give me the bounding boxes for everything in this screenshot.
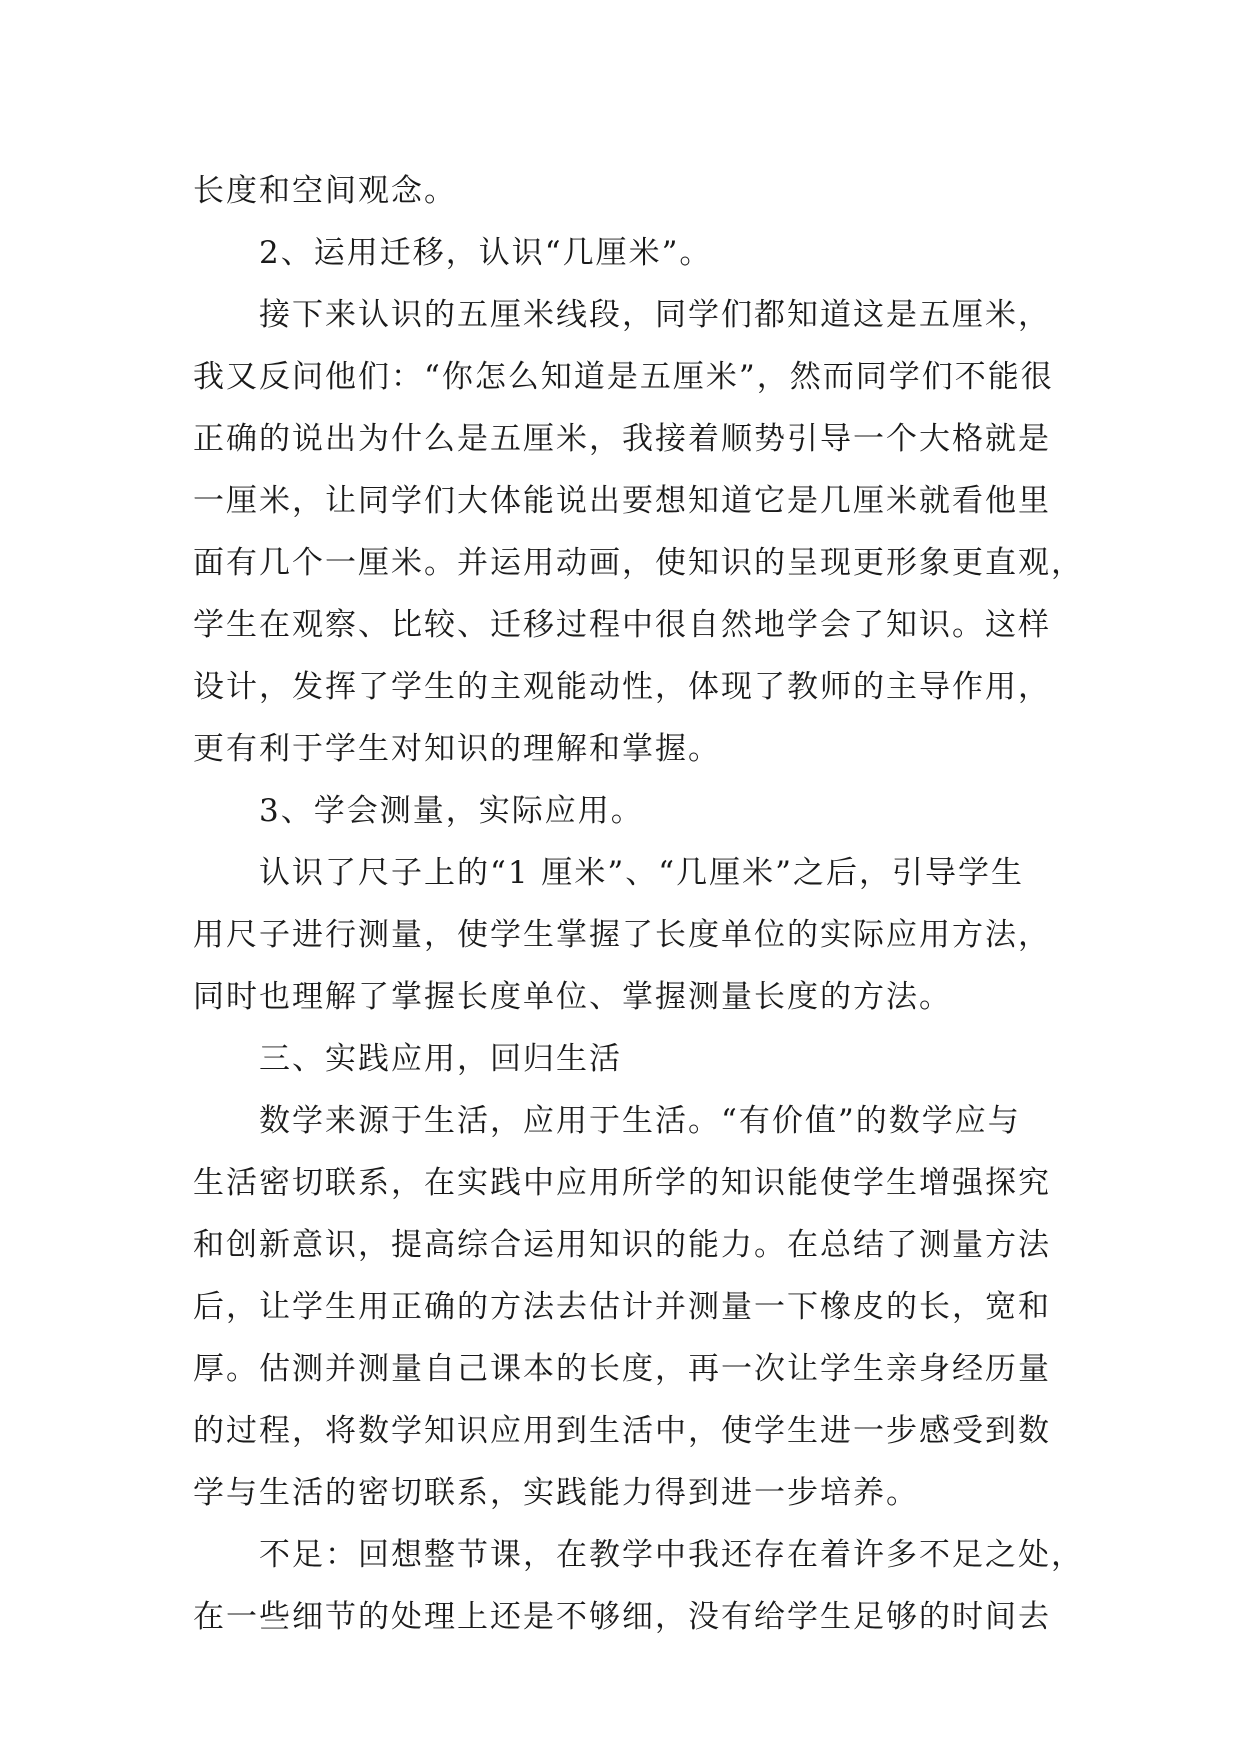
text-line: 和创新意识，提高综合运用知识的能力。在总结了测量方法 xyxy=(193,1227,1051,1263)
text-line: 更有利于学生对知识的理解和掌握。 xyxy=(193,731,721,767)
text-line: 面有几个一厘米。并运用动画，使知识的呈现更形象更直观， xyxy=(193,545,1084,581)
paragraph-first-line: 数学来源于生活，应用于生活。“有价值”的数学应与 xyxy=(259,1103,1021,1139)
text-line: 用尺子进行测量，使学生掌握了长度单位的实际应用方法， xyxy=(193,917,1051,953)
text-line: 生活密切联系，在实践中应用所学的知识能使学生增强探究 xyxy=(193,1165,1051,1201)
text-line: 学与生活的密切联系，实践能力得到进一步培养。 xyxy=(193,1475,919,1511)
paragraph-first-line: 接下来认识的五厘米线段，同学们都知道这是五厘米， xyxy=(259,297,1051,333)
text-line: 同时也理解了掌握长度单位、掌握测量长度的方法。 xyxy=(193,979,952,1015)
paragraph-first-line: 不足：回想整节课，在教学中我还存在着许多不足之处， xyxy=(259,1537,1084,1573)
text-line: 正确的说出为什么是五厘米，我接着顺势引导一个大格就是 xyxy=(193,421,1051,457)
text-line: 一厘米，让同学们大体能说出要想知道它是几厘米就看他里 xyxy=(193,483,1051,519)
body-text xyxy=(193,160,1084,1648)
text-line: 设计，发挥了学生的主观能动性，体现了教师的主导作用， xyxy=(193,669,1051,705)
text-line: 后，让学生用正确的方法去估计并测量一下橡皮的长，宽和 xyxy=(193,1289,1051,1325)
text-line: 在一些细节的处理上还是不够细，没有给学生足够的时间去 xyxy=(193,1599,1051,1635)
section-heading: 3、学会测量，实际应用。 xyxy=(259,793,644,829)
text-line: 长度和空间观念。 xyxy=(193,173,457,209)
text-line: 学生在观察、比较、迁移过程中很自然地学会了知识。这样 xyxy=(193,607,1051,643)
section-heading: 三、实践应用，回归生活 xyxy=(259,1041,622,1077)
section-heading: 2、运用迁移，认识“几厘米”。 xyxy=(259,235,713,271)
text-line: 厚。估测并测量自己课本的长度，再一次让学生亲身经历量 xyxy=(193,1351,1051,1387)
text-line: 的过程，将数学知识应用到生活中，使学生进一步感受到数 xyxy=(193,1413,1051,1449)
paragraph-first-line: 认识了尺子上的“1 厘米”、“几厘米”之后，引导学生 xyxy=(259,855,1024,891)
text-line: 我又反问他们：“你怎么知道是五厘米”，然而同学们不能很 xyxy=(193,359,1054,395)
